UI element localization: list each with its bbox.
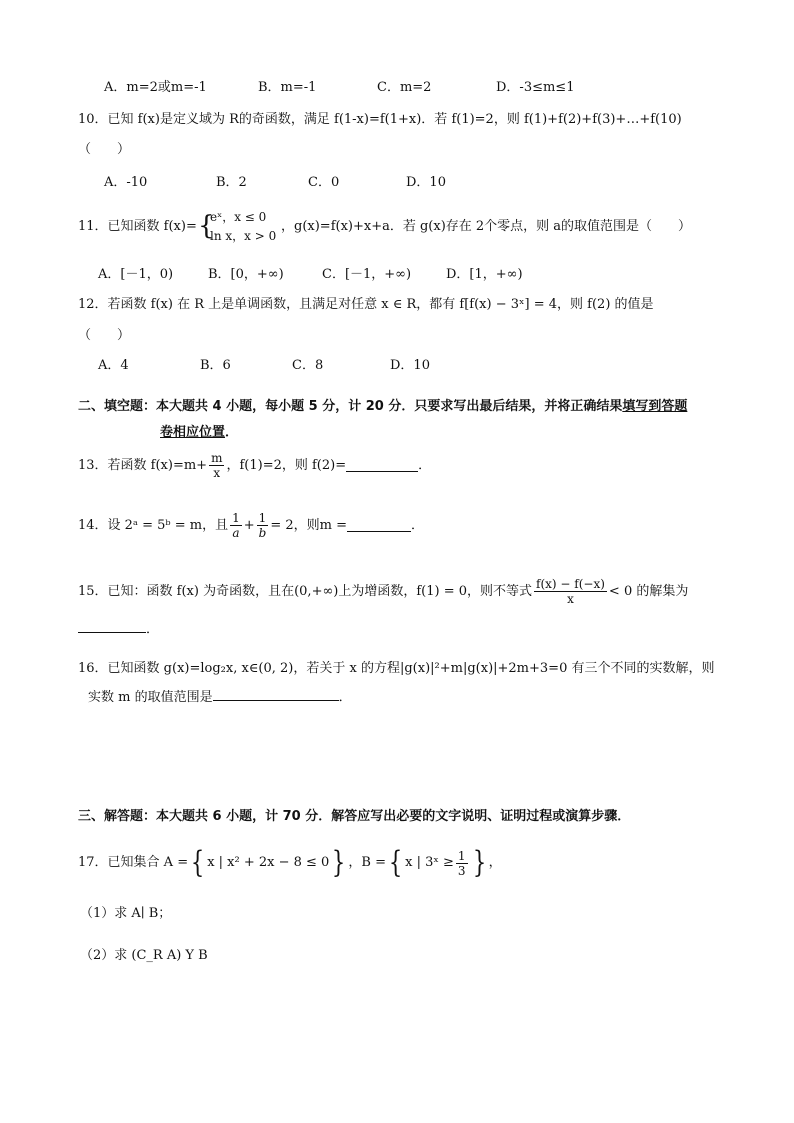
q11-option-b: B．[0，+∞) bbox=[208, 267, 284, 282]
q16-line2 bbox=[88, 688, 352, 707]
q9-option-a: A．m=2或m=-1 bbox=[104, 80, 207, 95]
q17-setB-pre: x | 3ˣ ≥ bbox=[405, 855, 454, 870]
q17-pre: 17．已知集合 A = bbox=[78, 855, 189, 870]
q13-frac-num: m bbox=[211, 451, 223, 465]
section2-line2-underlined: 卷相应位置 bbox=[160, 425, 226, 440]
q13-pre: 13．若函数 f(x)=m+ bbox=[78, 457, 208, 473]
q13 bbox=[78, 452, 431, 479]
q16-line1: 16．已知函数 g(x)=log₂x, x∈(0, 2)，若关于 x 的方程|g(x)|²+m|g(x)|+2m+3=0 有三个不同的实数解，则 bbox=[78, 661, 715, 676]
q17-setA: x | x² + 2x − 8 ≤ 0 bbox=[207, 855, 330, 870]
q14-answer-blank[interactable] bbox=[347, 519, 411, 532]
q15-fraction bbox=[534, 578, 607, 605]
section2-line1: 二、填空题：本大题共 4 小题，每小题 5 分，计 20 分．只要求写出最后结果，并将正确结果 bbox=[78, 399, 623, 414]
q15-answer-line bbox=[78, 620, 159, 639]
q17-part2: （2）求 (C_R A) Y B bbox=[80, 948, 208, 963]
q13-answer-blank[interactable] bbox=[346, 459, 418, 472]
q15-frac-num: f(x) − f(−x) bbox=[536, 577, 605, 591]
q17-setB-num: 1 bbox=[457, 848, 466, 863]
q15-pre: 15．已知：函数 f(x) 为奇函数，且在(0,+∞)上为增函数，f(1) = 0，则不等式 bbox=[78, 583, 533, 599]
section2-line1-underlined: 填写到答题 bbox=[622, 399, 688, 414]
q10-paren: （ ） bbox=[78, 142, 131, 157]
q17-setB-den: 3 bbox=[457, 863, 466, 878]
q14: 14．设 2ᵃ = 5ᵇ = m，且 $\frac{1}{a}$ + $\frac{1}{b}$ = 2，则m = ． bbox=[78, 511, 424, 540]
q14-mid: = 2，则m = bbox=[270, 517, 347, 533]
q12-stem: 12．若函数 f(x) 在 R 上是单调函数，且满足对任意 x ∈ R，都有 f[f(x) − 3ˣ] = 4，则 f(2) 的值是 bbox=[78, 297, 654, 312]
q14-end: ． bbox=[410, 517, 424, 533]
q13-post: ，f(1)=2，则 f(2)= bbox=[226, 457, 347, 473]
section2-heading bbox=[78, 398, 687, 416]
q15 bbox=[78, 578, 688, 605]
q13-frac-den: x bbox=[213, 466, 221, 480]
q11-brace: { bbox=[198, 211, 215, 241]
section3-heading: 三、解答题：本大题共 6 小题，计 70 分．解答应写出必要的文字说明、证明过程或演算步骤． bbox=[78, 809, 631, 824]
q9-option-c: C．m=2 bbox=[377, 80, 432, 95]
q11-prefix: 11．已知函数 f(x)= bbox=[78, 219, 197, 234]
q10-option-b: B．2 bbox=[216, 175, 247, 190]
q16-end: ． bbox=[338, 690, 352, 705]
q17-setB-fraction bbox=[456, 850, 468, 877]
q13-end: ． bbox=[418, 457, 432, 473]
q12-option-d: D．10 bbox=[390, 358, 430, 373]
q17 bbox=[78, 845, 502, 880]
q14-frac-a: $\frac{1}{a}$ bbox=[232, 511, 240, 540]
q15-end: ． bbox=[146, 622, 160, 637]
q9-option-d: D．-3≤m≤1 bbox=[496, 80, 575, 95]
q17-midB: ，B = bbox=[348, 855, 387, 870]
q12-option-b: B．6 bbox=[200, 358, 231, 373]
q14-frac-b: $\frac{1}{b}$ bbox=[258, 511, 267, 540]
q17-setA-close-brace: } bbox=[332, 845, 346, 880]
q11-option-a: A．[－1，0) bbox=[98, 267, 174, 282]
q11-piece2: ln x，x > 0 bbox=[210, 229, 277, 243]
q11-piece1: eˣ，x ≤ 0 bbox=[210, 210, 267, 224]
q10-option-d: D．10 bbox=[406, 175, 446, 190]
q10-stem: 10．已知 f(x)是定义域为 R的奇函数，满足 f(1-x)=f(1+x)．若 f(1)=2，则 f(1)+f(2)+f(3)+…+f(10) bbox=[78, 112, 682, 127]
q15-answer-blank[interactable] bbox=[78, 620, 146, 633]
q12-option-a: A．4 bbox=[98, 358, 129, 373]
q11-option-c: C．[－1，+∞) bbox=[322, 267, 412, 282]
section2-heading-cont bbox=[160, 424, 238, 442]
q10-option-c: C．0 bbox=[308, 175, 340, 190]
q9-option-b: B．m=-1 bbox=[258, 80, 317, 95]
q15-post: < 0 的解集为 bbox=[608, 583, 689, 599]
q11-suffix: ，g(x)=f(x)+x+a．若 g(x)存在 2个零点，则 a的取值范围是（ ） bbox=[281, 219, 692, 234]
q17-setB-open-brace: { bbox=[388, 845, 403, 880]
q16-answer-blank[interactable] bbox=[213, 688, 339, 701]
q10-option-a: A．-10 bbox=[104, 175, 148, 190]
q12-option-c: C．8 bbox=[292, 358, 324, 373]
q17-setA-open-brace: { bbox=[190, 845, 205, 880]
q17-part1: （1）求 A∣ B； bbox=[80, 906, 172, 921]
q13-fraction bbox=[209, 452, 224, 479]
q17-setB-close-brace: } bbox=[472, 845, 486, 880]
q14-pre: 14．设 2ᵃ = 5ᵇ = m，且 bbox=[78, 517, 229, 533]
section2-line2-end: ． bbox=[225, 425, 239, 440]
q16-line2-text: 实数 m 的取值范围是 bbox=[88, 690, 213, 705]
q17-post: ， bbox=[488, 855, 502, 870]
q12-paren: （ ） bbox=[78, 328, 131, 343]
q11-option-d: D．[1，+∞) bbox=[446, 267, 523, 282]
q15-frac-den: x bbox=[567, 592, 574, 606]
